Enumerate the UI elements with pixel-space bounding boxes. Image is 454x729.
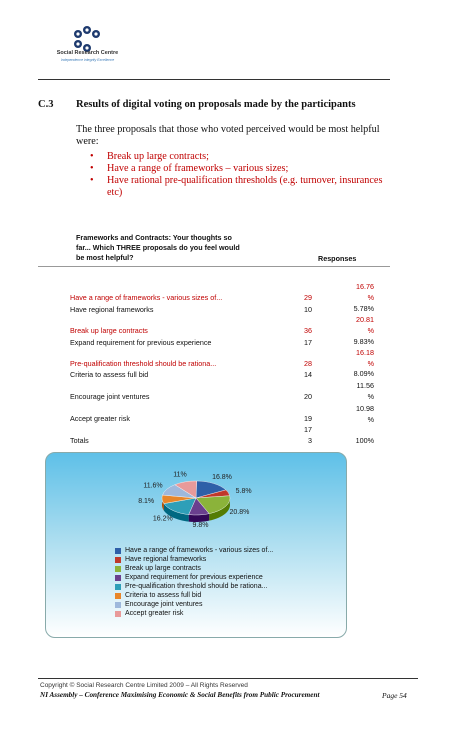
legend-label: Pre-qualification threshold should be rationa...	[125, 583, 268, 590]
legend-swatch	[115, 593, 121, 599]
footer-document-title: NI Assembly – Conference Maximising Economic & Social Benefits from Public Procurement	[40, 691, 320, 699]
copyright-text: Copyright © Social Research Centre Limited 2009 – All Rights Reserved	[40, 682, 248, 689]
intro-line: The three proposals that those who voted perceived would be most helpful	[76, 124, 380, 135]
row-pct: 16.18 %	[356, 348, 374, 368]
bullet-item: • Have rational pre-qualification thresholds (e.g. turnover, insurances	[90, 175, 383, 186]
pie-chart	[46, 453, 346, 548]
legend-label: Have regional frameworks	[125, 556, 207, 563]
section-number: C.3	[38, 99, 54, 110]
legend-label: Accept greater risk	[125, 610, 184, 617]
row-label: Break up large contracts	[70, 326, 148, 335]
legend-label: Expand requirement for previous experience	[125, 574, 263, 581]
pie-data-label: 11.6%	[143, 482, 163, 490]
table-question: Frameworks and Contracts: Your thoughts so far... Which THREE proposals do you feel would be most helpful?	[76, 233, 240, 262]
row-pct: 8.09%	[353, 369, 374, 378]
logo-name: Social Research Centre	[56, 50, 119, 56]
legend-label: Break up large contracts	[125, 565, 201, 572]
bullet-icon: •	[90, 151, 94, 162]
row-pct: 5.78%	[353, 304, 374, 313]
header-divider	[38, 79, 390, 80]
legend-label: Encourage joint ventures	[125, 601, 203, 608]
chart-legend	[115, 546, 273, 618]
legend-entry	[115, 564, 273, 573]
row-pct: 11.56 %	[356, 381, 374, 401]
legend-swatch	[115, 584, 121, 590]
responses-header: Responses	[318, 254, 357, 263]
row-count: 29	[304, 293, 312, 302]
legend-entry	[115, 573, 273, 582]
legend-label: Have a range of frameworks - various sizes of...	[125, 547, 274, 554]
legend-swatch	[115, 602, 121, 608]
legend-entry	[115, 546, 273, 555]
legend-entry	[115, 609, 273, 618]
totals-label: Totals	[70, 436, 89, 445]
pie-data-label: 11%	[173, 471, 187, 479]
pie-data-label: 9.8%	[192, 521, 209, 529]
row-label: Expand requirement for previous experience	[70, 338, 212, 347]
row-pct: 20.81 %	[356, 315, 374, 335]
row-label: Pre-qualification threshold should be rationa...	[70, 359, 217, 368]
row-pct: 10.98 %	[356, 404, 374, 424]
row-count: 14	[304, 370, 312, 379]
bullet-item-continuation: etc)	[107, 187, 123, 198]
intro-paragraph	[76, 124, 408, 148]
logo-tagline: Independence integrity Excellence	[60, 58, 115, 62]
legend-swatch	[115, 575, 121, 581]
legend-swatch	[115, 557, 121, 563]
totals-count-line: 3	[308, 436, 312, 445]
pie-data-label: 5.8%	[235, 488, 252, 495]
proposal-bullets	[90, 151, 410, 199]
pie-data-label: 16.2%	[152, 515, 173, 523]
totals-pct: 100%	[355, 436, 374, 445]
row-pct: 9.83%	[353, 337, 374, 346]
row-pct: 16.76 %	[356, 282, 374, 302]
row-count: 28	[304, 359, 312, 368]
row-label: Have regional frameworks	[70, 305, 154, 314]
row-count: 17	[304, 338, 312, 347]
totals-count-line: 17	[304, 425, 312, 434]
row-label: Criteria to assess full bid	[70, 370, 149, 379]
page-number: Page 54	[382, 691, 407, 700]
bullet-icon: •	[90, 175, 94, 186]
legend-entry	[115, 591, 273, 600]
section-title: Results of digital voting on proposals made by the participants	[76, 99, 356, 110]
legend-label: Criteria to assess full bid	[125, 592, 202, 599]
legend-entry	[115, 600, 273, 609]
bullet-icon: •	[90, 163, 94, 174]
row-count: 20	[304, 392, 312, 401]
pie-data-label: 16.8%	[212, 473, 232, 481]
legend-swatch	[115, 566, 121, 572]
row-count: 36	[304, 326, 312, 335]
legend-entry	[115, 582, 273, 591]
bullet-item: • Break up large contracts;	[90, 151, 209, 162]
legend-swatch	[115, 548, 121, 554]
row-label: Encourage joint ventures	[70, 392, 150, 401]
bullet-item: • Have a range of frameworks – various sizes;	[90, 163, 289, 174]
legend-swatch	[115, 611, 121, 617]
row-label: Accept greater risk	[70, 414, 130, 423]
pie-data-label: 20.8%	[229, 508, 250, 516]
row-count: 19	[304, 414, 312, 423]
table-header-rule	[38, 266, 390, 267]
pie-data-label: 8.1%	[138, 498, 155, 506]
intro-line: were:	[76, 136, 99, 147]
footer-divider	[38, 678, 418, 679]
row-label: Have a range of frameworks - various sizes of...	[70, 293, 223, 302]
legend-entry	[115, 555, 273, 564]
row-count: 10	[304, 305, 312, 314]
